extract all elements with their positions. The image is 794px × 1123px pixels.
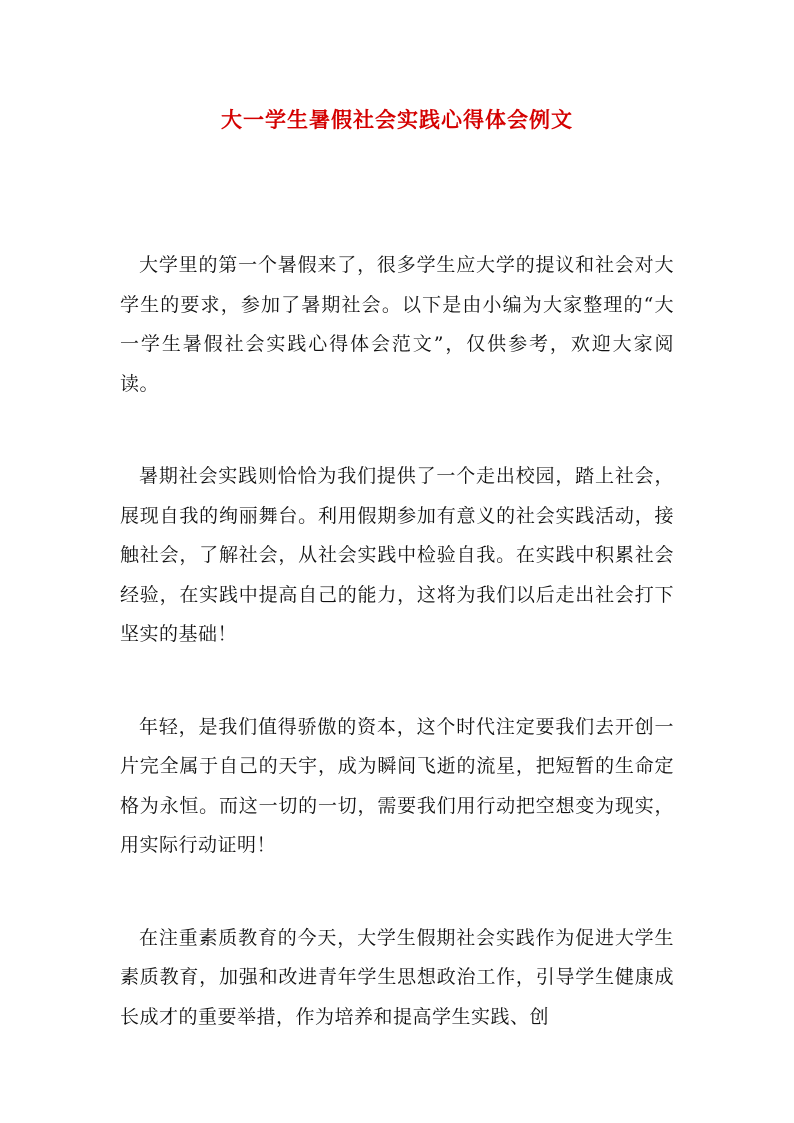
paragraph-youth: 年轻，是我们值得骄傲的资本，这个时代注定要我们去开创一片完全属于自己的天宇，成为瞬间飞逝的流星，把短暂的生命定格为永恒。而这一切的一切，需要我们用行动把空想变为现实，用实际行动证明！ <box>120 715 674 856</box>
paragraph-social-practice: 暑期社会实践则恰恰为我们提供了一个走出校园，踏上社会，展现自我的绚丽舞台。利用假期参加有意义的社会实践活动，接触社会，了解社会，从社会实践中检验自我。在实践中积累社会经验，在实践中提高自己的能力，这将为我们以后走出社会打下坚实的基础！ <box>120 465 674 645</box>
document-body <box>120 246 674 1090</box>
paragraph-intro: 大学里的第一个暑假来了，很多学生应大学的提议和社会对大学生的要求，参加了暑期社会。以下是由小编为大家整理的“大一学生暑假社会实践心得体会范文”，仅供参考，欢迎大家阅读。 <box>120 254 674 395</box>
paragraph-quality-education: 在注重素质教育的今天，大学生假期社会实践作为促进大学生素质教育，加强和改进青年学生思想政治工作，引导学生健康成长成才的重要举措，作为培养和提高学生实践、创 <box>120 926 674 1028</box>
document-title: 大一学生暑假社会实践心得体会例文 <box>221 107 573 132</box>
